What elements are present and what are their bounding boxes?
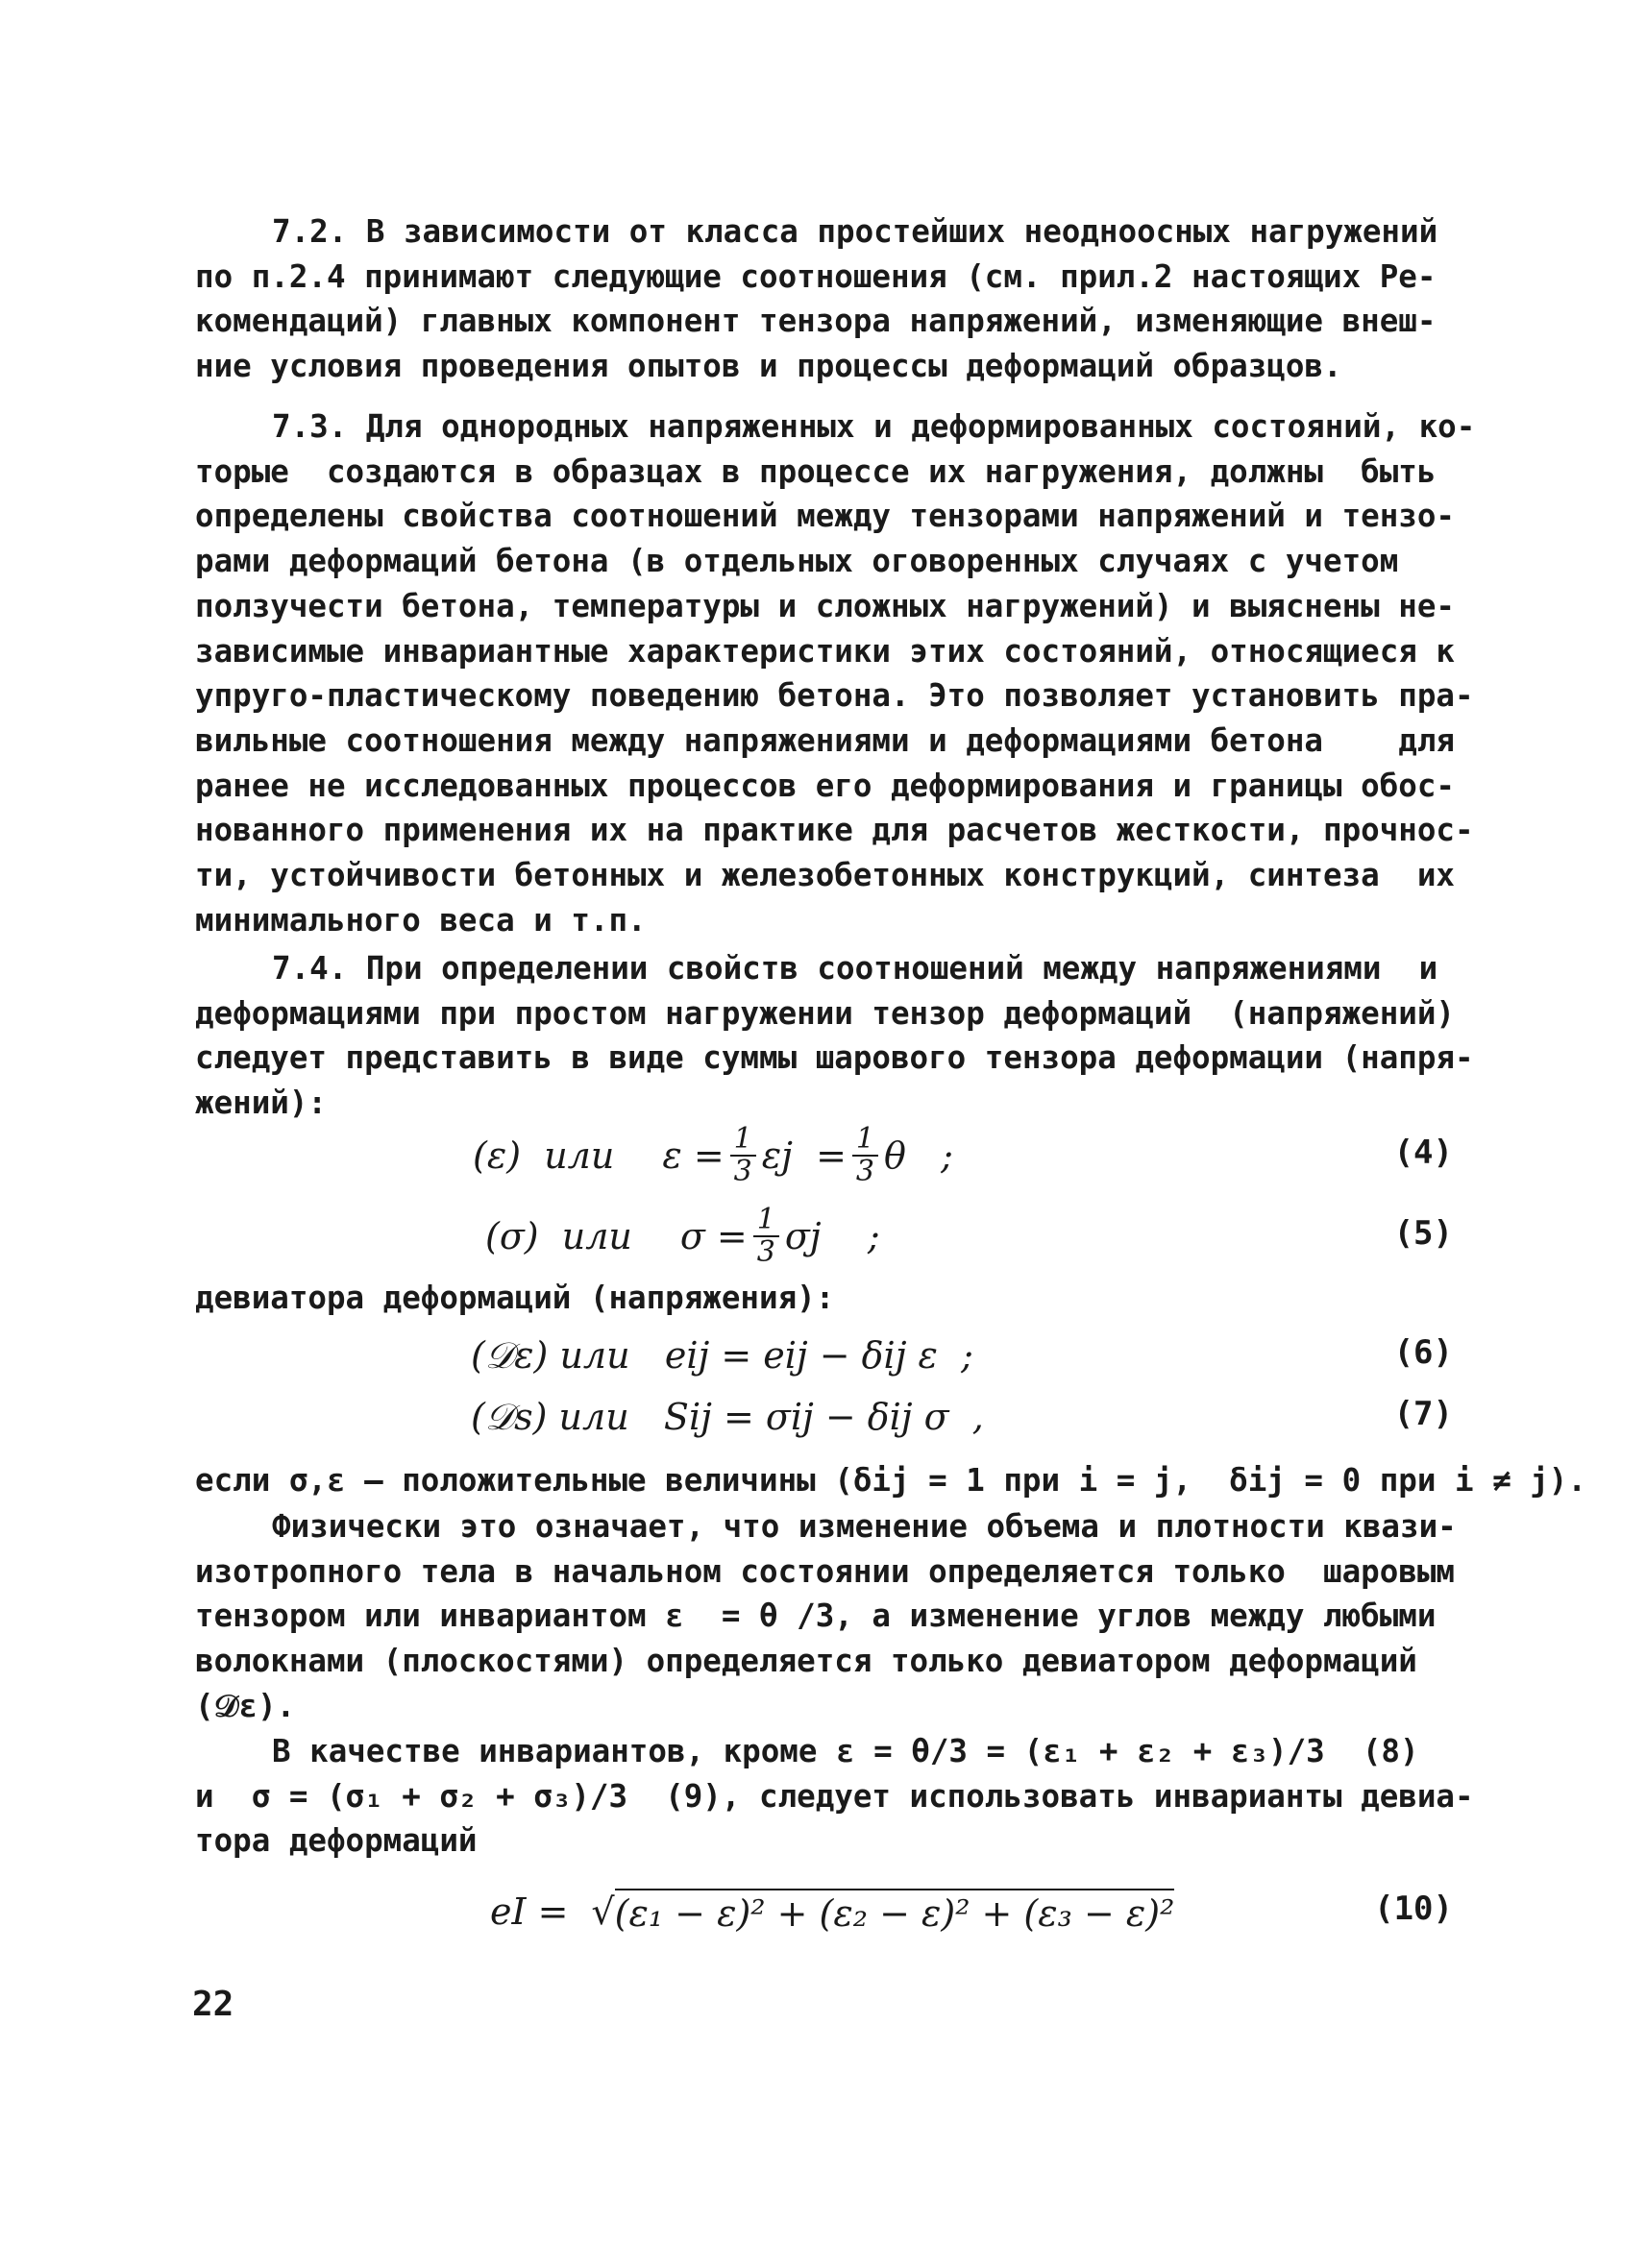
text-line: изотропного тела в начальном состоянии определяется только шаровым [195, 1552, 1455, 1590]
text-line: рами деформаций бетона (в отдельных оговоренных случаях с учетом [195, 543, 1399, 580]
fraction: $\frac{1}{3}$ [852, 1124, 878, 1187]
text-line: 7.3. Для однородных напряженных и деформированных состояний, ко- [272, 408, 1476, 445]
eq-part: θ ; [884, 1134, 953, 1177]
fraction: $\frac{1}{3}$ [753, 1205, 779, 1268]
eq-lhs: (ε) или [473, 1134, 615, 1177]
equation-number: (6) [1393, 1333, 1453, 1372]
equation-number: (7) [1393, 1395, 1453, 1433]
equation-4 [192, 1122, 1470, 1189]
sqrt-symbol: √ [591, 1890, 615, 1933]
text-line: волокнами (плоскостями) определяется только девиатором деформаций [195, 1643, 1417, 1680]
text-line: торые создаются в образцах в процессе их нагружения, должны быть [195, 452, 1437, 490]
text-line: упруго-пластическому поведению бетона. Это позволяет установить пра- [195, 677, 1474, 715]
fraction: $\frac{1}{3}$ [730, 1124, 756, 1187]
text-line: и σ = (σ₁ + σ₂ + σ₃)/3 (9), следует использовать инварианты девиа- [195, 1777, 1474, 1815]
text-line: следует представить в виде суммы шарового тензора деформации (напря- [195, 1039, 1474, 1077]
text-line: тора деформаций [195, 1822, 478, 1860]
text-line: по п.2.4 принимают следующие соотношения (см. прил.2 настоящих Ре- [195, 257, 1437, 295]
text-line: жений): [195, 1085, 327, 1122]
text-line: 7.4. При определении свойств соотношений между напряжениями и [272, 950, 1438, 987]
eq-expression: (𝒟ε) или eij = eij − δij ε ; [471, 1333, 973, 1377]
text-line: Физически это означает, что изменение объема и плотности квази- [272, 1508, 1457, 1545]
text-line: минимального веса и т.п. [195, 901, 647, 939]
equation-6 [192, 1322, 1470, 1389]
eq-part: ε = [662, 1134, 725, 1177]
text-line: ползучести бетона, температуры и сложных нагружений) и выяснены не- [195, 587, 1455, 624]
text-line: 7.2. В зависимости от класса простейших неодноосных нагружений [272, 213, 1438, 250]
text-line: если σ,ε – положительные величины (δij = 1 при i = j, δij = 0 при i ≠ j). [195, 1462, 1586, 1499]
paragraph-physical [195, 1504, 1457, 1729]
text-line: ние условия проведения опытов и процессы деформаций образцов. [195, 348, 1342, 385]
equation-7 [192, 1383, 1470, 1451]
eq-lhs: (σ) или [485, 1215, 632, 1257]
text-line: вильные соотношения между напряжениями и деформациями бетона для [195, 721, 1455, 759]
paragraph-7-2 [195, 209, 1454, 389]
text-line: ранее не исследованных процессов его деформирования и границы обос- [195, 767, 1455, 804]
text-line: ти, устойчивости бетонных и железобетонных конструкций, синтеза их [195, 857, 1455, 894]
text-line: нованного применения их на практике для расчетов жесткости, прочнос- [195, 812, 1474, 849]
equation-5 [192, 1203, 1470, 1270]
condition-line [195, 1458, 1586, 1503]
equation-10 [192, 1878, 1470, 1945]
paragraph-7-4 [195, 946, 1474, 1126]
equation-number: (10) [1374, 1890, 1453, 1928]
text-line: зависимые инвариантные характеристики этих состояний, относящиеся к [195, 632, 1455, 670]
text-line: определены свойства соотношений между тензорами напряжений и тензо- [195, 498, 1455, 535]
paragraph-7-3 [195, 404, 1476, 942]
text-line: деформациями при простом нагружении тензор деформаций (напряжений) [195, 994, 1455, 1032]
eq-part: σ = [679, 1215, 748, 1257]
eq-part: εj = [761, 1134, 847, 1177]
eq-expression: (𝒟s) или Sij = σij − δij σ , [471, 1395, 984, 1438]
eq-part: σj ; [784, 1215, 880, 1257]
text-line: комендаций) главных компонент тензора напряжений, изменяющие внеш- [195, 303, 1437, 340]
page-number: 22 [192, 1985, 234, 2024]
paragraph-invariants [195, 1729, 1474, 1864]
text-line: (𝒟ε). [195, 1687, 296, 1724]
eq-lhs: eI = [490, 1890, 569, 1933]
equation-number: (5) [1393, 1214, 1453, 1253]
eq-radicand: (ε₁ − ε)² + (ε₂ − ε)² + (ε₃ − ε)² [615, 1889, 1175, 1935]
text-line: В качестве инвариантов, кроме ε = θ/3 = (ε₁ + ε₂ + ε₃)/3 (8) [272, 1733, 1419, 1769]
equation-number: (4) [1393, 1134, 1453, 1172]
text-line: тензором или инвариантом ε = θ /3, а изменение углов между любыми [195, 1597, 1437, 1635]
text-line: девиатора деформаций (напряжения): [195, 1280, 835, 1316]
deviator-intro [195, 1276, 1454, 1321]
